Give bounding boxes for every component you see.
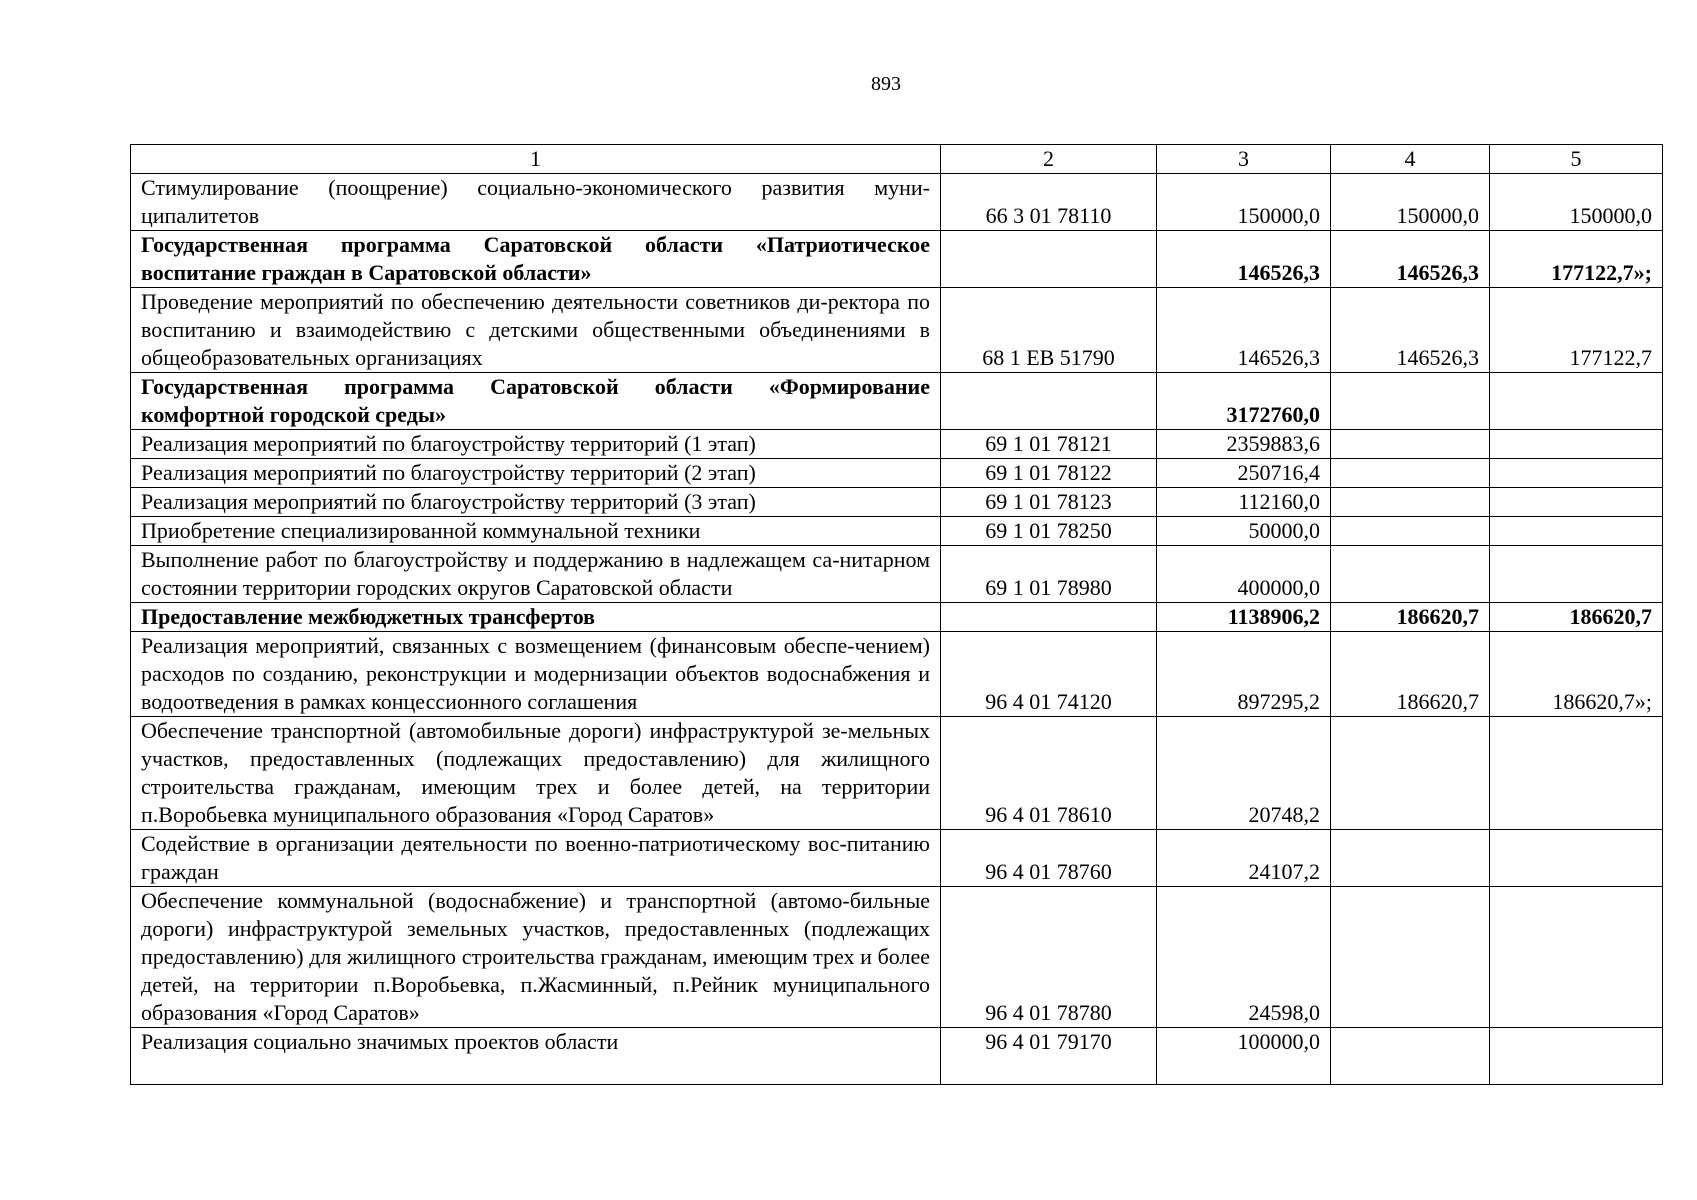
row-value-col3: 897295,2 (1157, 632, 1331, 717)
row-code-cell: 96 4 01 74120 (941, 632, 1157, 717)
table-header-row (131, 145, 1663, 174)
column-header: 4 (1331, 145, 1490, 174)
row-code-cell: 69 1 01 78123 (941, 488, 1157, 517)
row-value-col4 (1331, 887, 1490, 1028)
row-name-cell: Государственная программа Саратовской области «Формирование комфортной городской среды» (131, 373, 941, 430)
row-code-cell (941, 603, 1157, 632)
row-value-col3: 24598,0 (1157, 887, 1331, 1028)
row-value-col5 (1490, 887, 1663, 1028)
row-name-cell: Приобретение специализированной коммунальной техники (131, 517, 941, 546)
row-value-col5 (1490, 830, 1663, 887)
row-value-col5 (1490, 517, 1663, 546)
row-value-col4: 150000,0 (1331, 174, 1490, 231)
row-name-cell: Стимулирование (поощрение) социально-экономического развития муни-ципалитетов (131, 174, 941, 231)
row-code-cell: 69 1 01 78250 (941, 517, 1157, 546)
row-value-col5 (1490, 373, 1663, 430)
row-name-cell: Проведение мероприятий по обеспечению деятельности советников ди-ректора по воспитанию и взаимодействию с детскими общественными объединениями в общеобразовательных организациях (131, 288, 941, 373)
row-code-cell: 69 1 01 78122 (941, 459, 1157, 488)
row-value-col5 (1490, 717, 1663, 830)
row-value-col3: 100000,0 (1157, 1028, 1331, 1085)
table-row (131, 632, 1663, 717)
table-row (131, 174, 1663, 231)
row-value-col5 (1490, 459, 1663, 488)
table-row (131, 517, 1663, 546)
row-name-cell: Реализация мероприятий по благоустройству территорий (1 этап) (131, 430, 941, 459)
table-row (131, 830, 1663, 887)
row-value-col4 (1331, 373, 1490, 430)
row-value-col4 (1331, 546, 1490, 603)
row-value-col3: 50000,0 (1157, 517, 1331, 546)
row-value-col4: 186620,7 (1331, 603, 1490, 632)
table-row (131, 459, 1663, 488)
row-value-col4: 146526,3 (1331, 231, 1490, 288)
row-value-col3: 146526,3 (1157, 231, 1331, 288)
column-header: 1 (131, 145, 941, 174)
row-value-col5: 186620,7»; (1490, 632, 1663, 717)
row-name-cell: Реализация социально значимых проектов области (131, 1028, 941, 1085)
row-value-col5 (1490, 430, 1663, 459)
column-header: 3 (1157, 145, 1331, 174)
page-number: 893 (871, 73, 901, 95)
row-value-col5 (1490, 546, 1663, 603)
row-value-col3: 250716,4 (1157, 459, 1331, 488)
row-code-cell (941, 373, 1157, 430)
row-name-cell: Государственная программа Саратовской области «Патриотическое воспитание граждан в Саратовской области» (131, 231, 941, 288)
row-value-col4: 146526,3 (1331, 288, 1490, 373)
column-header: 2 (941, 145, 1157, 174)
row-value-col3: 150000,0 (1157, 174, 1331, 231)
row-code-cell: 68 1 EВ 51790 (941, 288, 1157, 373)
row-name-cell: Предоставление межбюджетных трансфертов (131, 603, 941, 632)
table-row (131, 717, 1663, 830)
row-value-col3: 1138906,2 (1157, 603, 1331, 632)
table-row (131, 231, 1663, 288)
row-value-col5: 177122,7»; (1490, 231, 1663, 288)
table-row (131, 288, 1663, 373)
row-name-cell: Обеспечение транспортной (автомобильные дороги) инфраструктурой зе-мельных участков, предоставленных (подлежащих предоставлению) для жилищного строительства гражданам, имеющим трех и более детей, на территории п.Воробьевка муниципального образования «Город Саратов» (131, 717, 941, 830)
row-code-cell: 69 1 01 78980 (941, 546, 1157, 603)
row-value-col3: 3172760,0 (1157, 373, 1331, 430)
table-row (131, 488, 1663, 517)
table-row (131, 887, 1663, 1028)
row-value-col4 (1331, 517, 1490, 546)
row-value-col3: 112160,0 (1157, 488, 1331, 517)
column-header: 5 (1490, 145, 1663, 174)
row-value-col4 (1331, 430, 1490, 459)
row-value-col4 (1331, 717, 1490, 830)
row-value-col3: 146526,3 (1157, 288, 1331, 373)
row-name-cell: Содействие в организации деятельности по военно-патриотическому вос-питанию граждан (131, 830, 941, 887)
row-name-cell: Реализация мероприятий по благоустройству территорий (2 этап) (131, 459, 941, 488)
row-value-col3: 2359883,6 (1157, 430, 1331, 459)
row-value-col5 (1490, 488, 1663, 517)
row-code-cell: 96 4 01 79170 (941, 1028, 1157, 1085)
row-code-cell: 96 4 01 78610 (941, 717, 1157, 830)
row-name-cell: Реализация мероприятий по благоустройству территорий (3 этап) (131, 488, 941, 517)
row-value-col4 (1331, 830, 1490, 887)
row-value-col4: 186620,7 (1331, 632, 1490, 717)
row-value-col5 (1490, 1028, 1663, 1085)
row-value-col4 (1331, 459, 1490, 488)
row-code-cell: 96 4 01 78760 (941, 830, 1157, 887)
table-row (131, 1028, 1663, 1085)
row-value-col4 (1331, 488, 1490, 517)
row-value-col5: 150000,0 (1490, 174, 1663, 231)
table-row (131, 373, 1663, 430)
row-code-cell: 66 3 01 78110 (941, 174, 1157, 231)
row-value-col5: 177122,7 (1490, 288, 1663, 373)
row-name-cell: Обеспечение коммунальной (водоснабжение) и транспортной (автомо-бильные дороги) инфраструктурой земельных участков, предоставленных (подлежащих предоставлению) для жилищного строительства гражданам, имеющим трех и более детей, на территории п.Воробьевка, п.Жасминный, п.Рейник муниципального образования «Город Саратов» (131, 887, 941, 1028)
row-value-col4 (1331, 1028, 1490, 1085)
row-value-col3: 24107,2 (1157, 830, 1331, 887)
table-row (131, 546, 1663, 603)
table-row (131, 603, 1663, 632)
row-value-col3: 400000,0 (1157, 546, 1331, 603)
row-code-cell: 96 4 01 78780 (941, 887, 1157, 1028)
row-value-col5: 186620,7 (1490, 603, 1663, 632)
budget-table (130, 144, 1663, 1085)
row-value-col3: 20748,2 (1157, 717, 1331, 830)
row-code-cell: 69 1 01 78121 (941, 430, 1157, 459)
row-name-cell: Реализация мероприятий, связанных с возмещением (финансовым обеспе-чением) расходов по созданию, реконструкции и модернизации объектов водоснабжения и водоотведения в рамках концессионного соглашения (131, 632, 941, 717)
table-row (131, 430, 1663, 459)
row-name-cell: Выполнение работ по благоустройству и поддержанию в надлежащем са-нитарном состоянии территории городских округов Саратовской области (131, 546, 941, 603)
row-code-cell (941, 231, 1157, 288)
